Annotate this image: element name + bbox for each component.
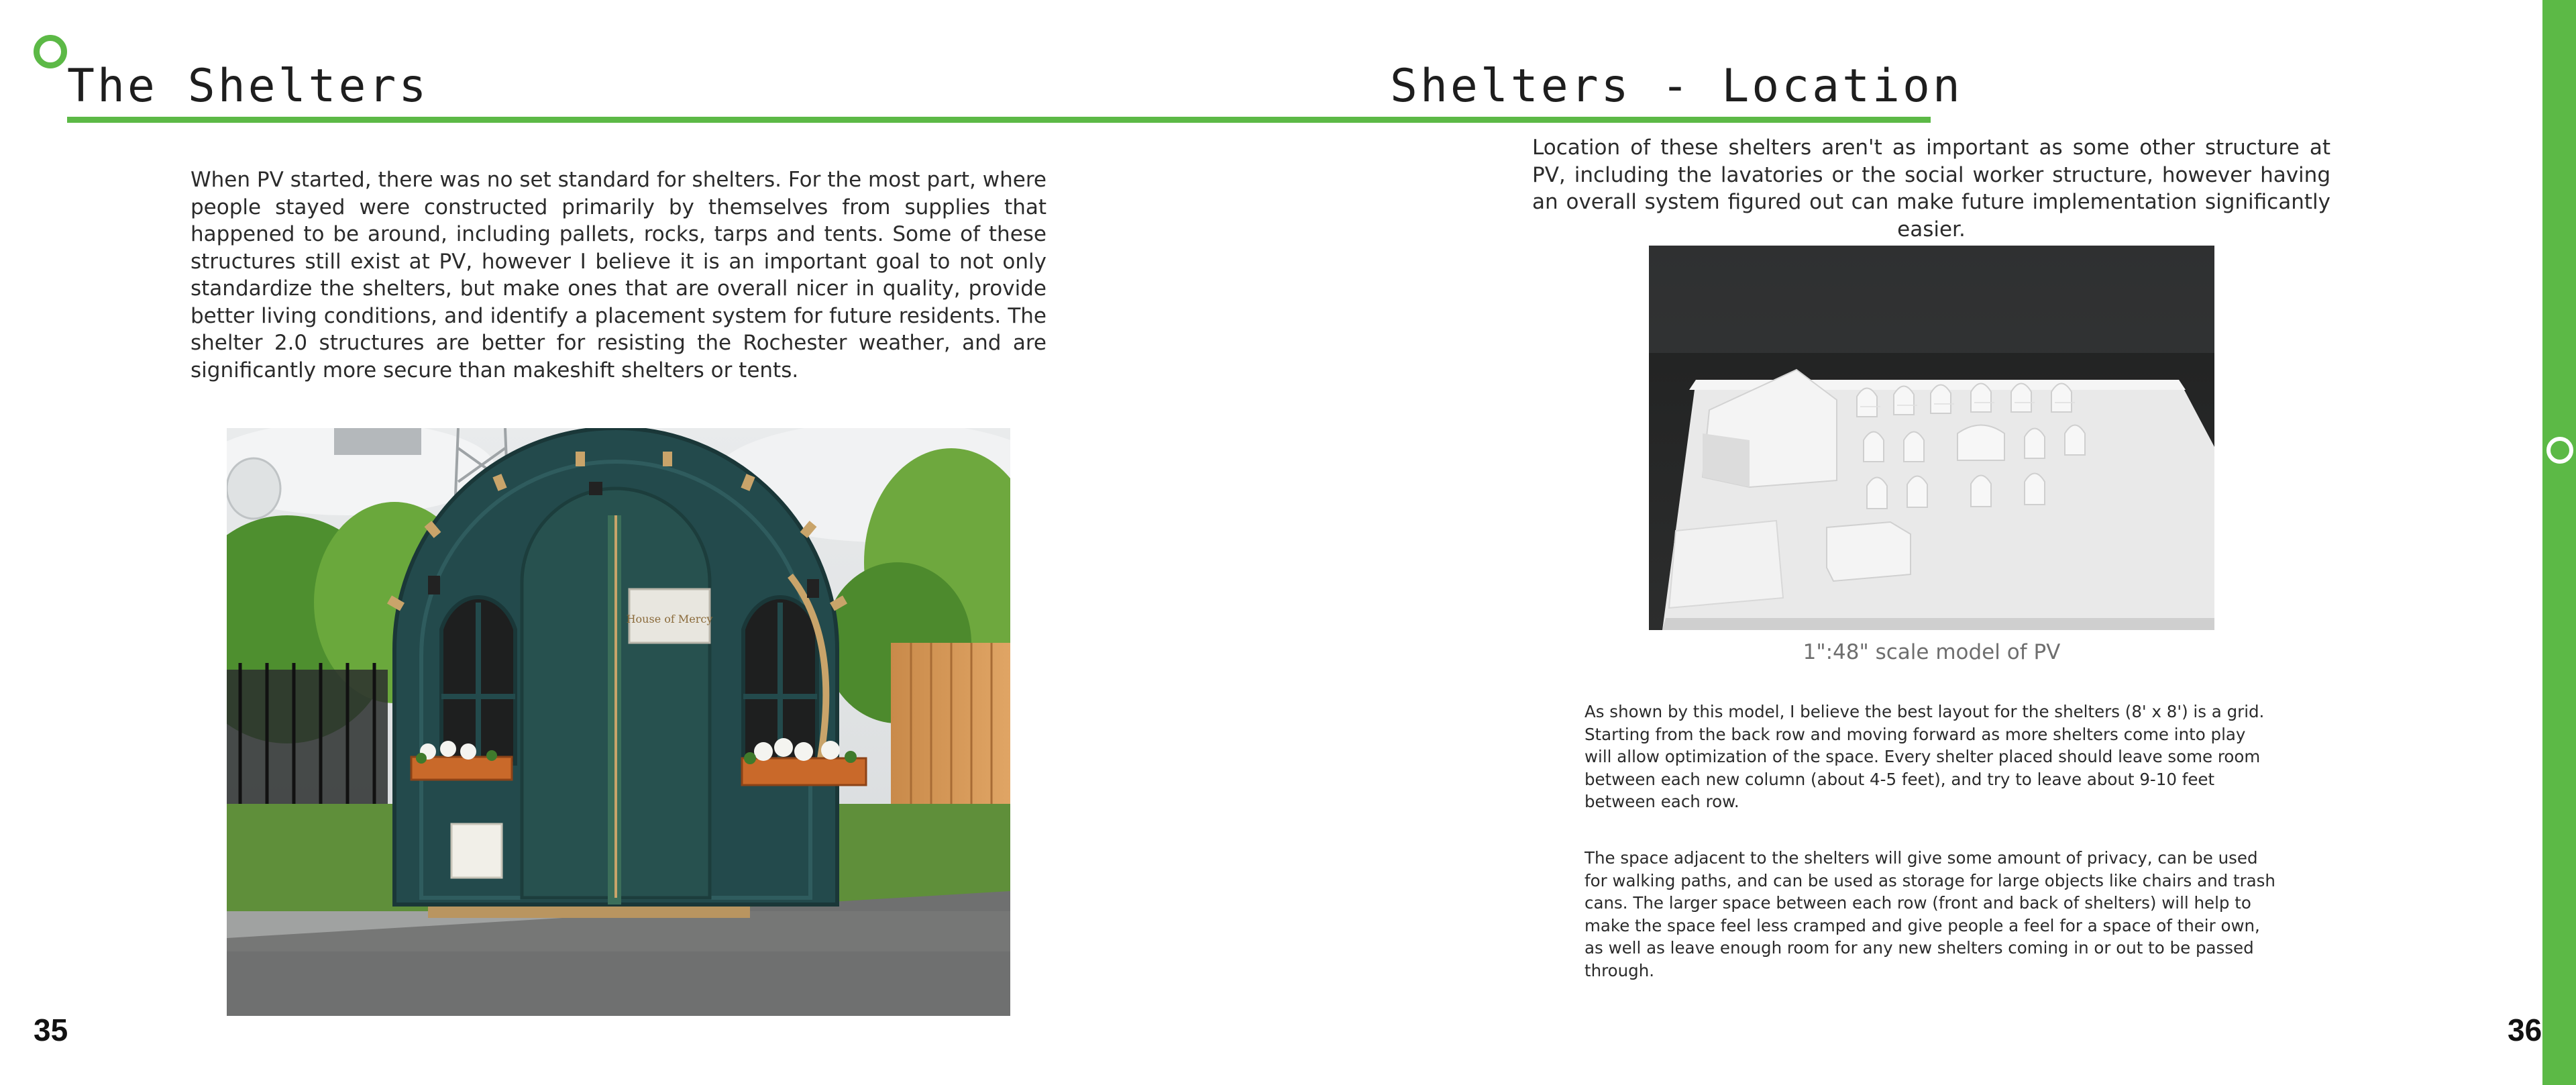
location-intro-text: Location of these shelters aren't as important as some other structure at PV, including the lavatories or the social worker structure, however having an overall system figured out can make future implementation significantly easier.	[1532, 136, 2330, 242]
layout-paragraph-2: The space adjacent to the shelters will give some amount of privacy, can be used for walking paths, and can be used as storage for large objects like chairs and trash cans. The larger space between each row (front and back of shelters) will help to make the space feel less cramped and give people a feel for a space of their own, as well as leave enough room for any new shelters coming in or out to be passed through.	[1585, 848, 2275, 980]
page-number-right: 36	[2508, 1013, 2542, 1047]
circle-ring-icon	[2546, 437, 2573, 464]
page-title-right: Shelters - Location	[1390, 60, 1963, 113]
page-title-left: The Shelters	[67, 60, 429, 113]
house-of-mercy-sign: House of Mercy	[626, 613, 713, 625]
model-caption: 1":48" scale model of PV	[1803, 640, 2061, 664]
circle-ring-icon	[34, 35, 67, 68]
green-edge-bar	[2542, 0, 2576, 1085]
shelter-photo	[227, 428, 1010, 1016]
scale-model-photo	[1649, 246, 2214, 630]
shelters-body-text: When PV started, there was no set standard for shelters. For the most part, where people stayed were constructed primarily by themselves from supplies that happened to be around, including pallets, rocks, tarps and tents. Some of these structures still exist at PV, however I believe it is an important goal to not only standardize the shelters, but make ones that are overall nicer in quality, provide better living conditions, and identify a placement system for future residents. The shelter 2.0 structures are better for resisting the Rochester weather, and are significantly more secure than makeshift shelters or tents.	[191, 168, 1046, 382]
title-underline	[67, 117, 1931, 123]
layout-paragraph-1: As shown by this model, I believe the best layout for the shelters (8' x 8') is a grid. Starting from the back row and moving forward as more shelters come into play will allow optimization of the space. Every shelter placed should leave some room between each new column (about 4-5 feet), and try to leave about 9-10 feet between each row.	[1585, 702, 2265, 811]
page-number-left: 35	[34, 1013, 68, 1047]
